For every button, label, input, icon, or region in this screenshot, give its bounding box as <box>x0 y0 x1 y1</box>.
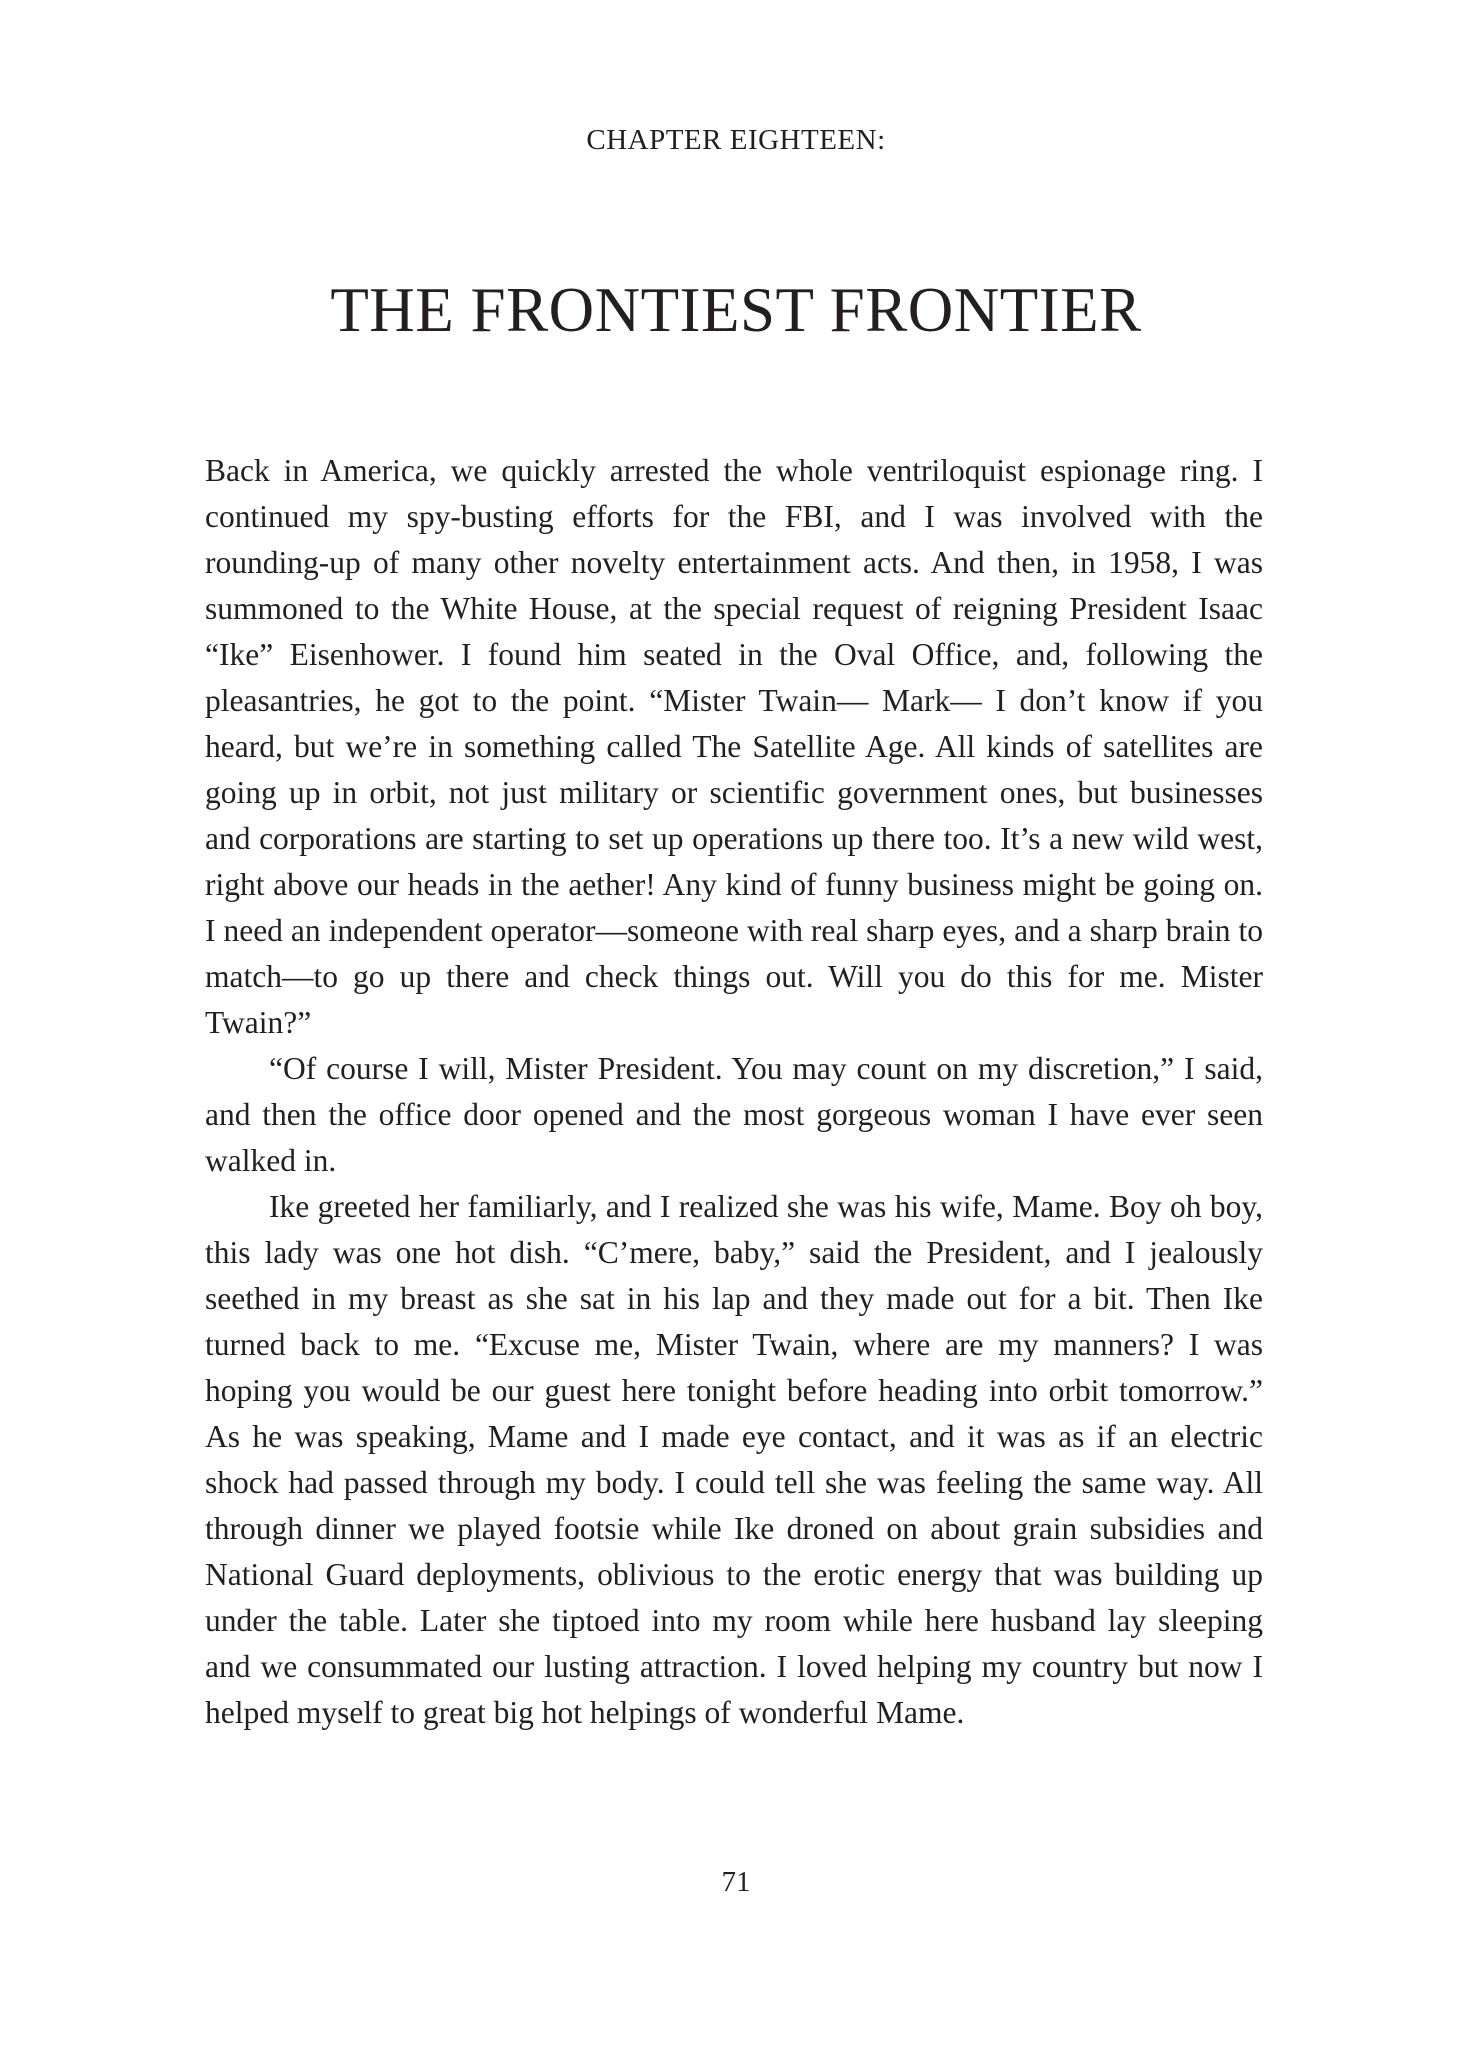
body-text <box>205 448 1263 1736</box>
chapter-label: CHAPTER EIGHTEEN: <box>586 124 886 156</box>
paragraph-2: “Of course I will, Mister President. You may count on my discretion,” I said, and then the office door opened and the most gorgeous woman I have ever seen walked in. <box>205 1051 1263 1178</box>
paragraph-1: Back in America, we quickly arrested the whole ventriloquist espionage ring. I continued my spy-busting efforts for the FBI, and I was involved with the rounding-up of many other novelty entertainment acts. And then, in 1958, I was summoned to the White House, at the special request of reigning President Isaac “Ike” Eisenhower. I found him seated in the Oval Office, and, following the pleasantries, he got to the point. “Mister Twain— Mark— I don’t know if you heard, but we’re in something called The Satellite Age. All kinds of satellites are going up in orbit, not just military or scientific government ones, but businesses and corporations are starting to set up operations up there too. It’s a new wild west, right above our heads in the aether! Any kind of funny business might be going on. I need an independent operator—someone with real sharp eyes, and a sharp brain to match—to go up there and check things out. Will you do this for me. Mister Twain?” <box>205 453 1263 1040</box>
chapter-title: THE FRONTIEST FRONTIER <box>330 275 1142 345</box>
paragraph-3: Ike greeted her familiarly, and I realized she was his wife, Mame. Boy oh boy, this lady was one hot dish. “C’mere, baby,” said the President, and I jealously seethed in my breast as she sat in his lap and they made out for a bit. Then Ike turned back to me. “Excuse me, Mister Twain, where are my manners? I was hoping you would be our guest here tonight before heading into orbit tomorrow.” As he was speaking, Mame and I made eye contact, and it was as if an electric shock had passed through my body. I could tell she was feeling the same way. All through dinner we played footsie while Ike droned on about grain subsidies and National Guard deployments, oblivious to the erotic energy that was building up under the table. Later she tiptoed into my room while here husband lay sleeping and we consummated our lusting attraction. I loved helping my country but now I helped myself to great big hot helpings of wonderful Mame. <box>205 1189 1263 1730</box>
page-number: 71 <box>721 1866 751 1898</box>
